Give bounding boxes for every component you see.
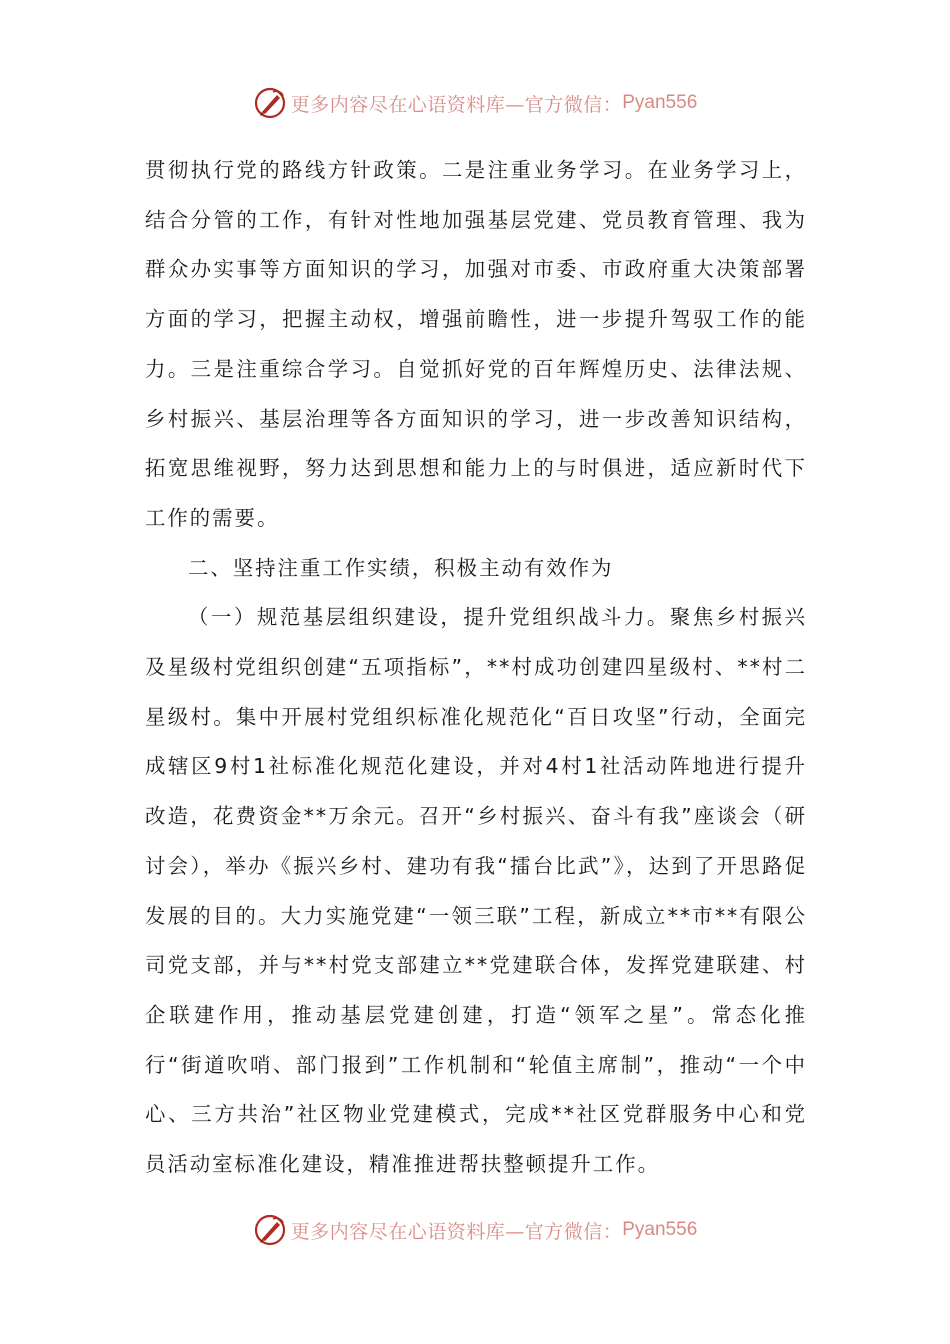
watermark-wechat-id: Pyan556 (622, 1219, 698, 1240)
watermark-text: 更多内容尽在心语资料库—官方微信： (290, 93, 623, 116)
document-body (145, 146, 807, 1190)
watermark-wechat-id: Pyan556 (622, 92, 698, 113)
pen-logo-icon (253, 86, 287, 120)
paragraph-study: 贯彻执行党的路线方针政策。二是注重业务学习。在业务学习上，结合分管的工作，有针对性地加强基层党建、党员教育管理、我为群众办实事等方面知识的学习，加强对市委、市政府重大决策部署方面的学习，把握主动权，增强前瞻性，进一步提升驾驭工作的能力。三是注重综合学习。自觉抓好党的百年辉煌历史、法律法规、乡村振兴、基层治理等各方面知识的学习，进一步改善知识结构，拓宽思维视野，努力达到思想和能力上的与时俱进，适应新时代下工作的需要。 (145, 158, 807, 530)
watermark-header (0, 83, 950, 123)
paragraph-organization: （一）规范基层组织建设，提升党组织战斗力。聚焦乡村振兴及星级村党组织创建“五项指标”，**村成功创建四星级村、**村二星级村。集中开展村党组织标准化规范化“百日攻坚”行动，全面完成辖区9村1社标准化规范化建设，并对4村1社活动阵地进行提升改造，花费资金**万余元。召开“乡村振兴、奋斗有我”座谈会（研讨会），举办《振兴乡村、建功有我“擂台比武”》，达到了开思路促发展的目的。大力实施党建“一领三联”工程，新成立**市**有限公司党支部，并与**村党支部建立**党建联合体，发挥党建联建、村企联建作用，推动基层党建创建，打造“领军之星”。常态化推行“街道吹哨、部门报到”工作机制和“轮值主席制”，推动“一个中心、三方共治”社区物业党建模式，完成**社区党群服务中心和党员活动室标准化建设，精准推进帮扶整顿提升工作。 (145, 605, 807, 1177)
pen-logo-icon (253, 1213, 287, 1247)
watermark-footer (0, 1210, 950, 1250)
watermark-text: 更多内容尽在心语资料库—官方微信： (290, 1220, 623, 1243)
section-heading: 二、坚持注重工作实绩，积极主动有效作为 (188, 555, 614, 580)
